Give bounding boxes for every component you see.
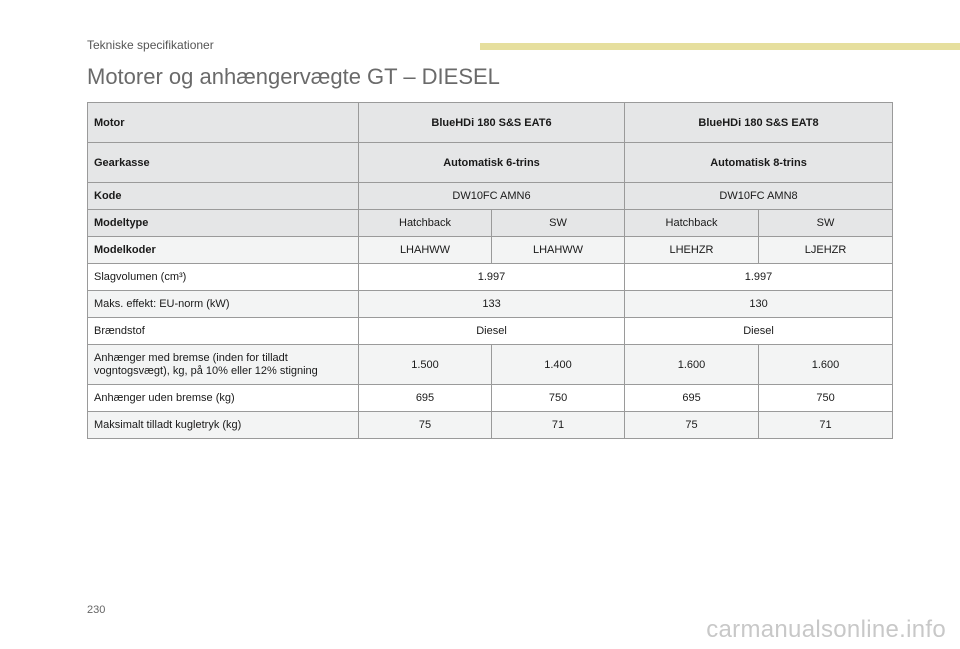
table-cell: 1.600 xyxy=(759,345,893,385)
table-row-modelkoder xyxy=(88,237,893,264)
row-label: Motor xyxy=(88,103,359,143)
row-label: Modeltype xyxy=(88,210,359,237)
table-cell: 75 xyxy=(359,412,492,439)
table-cell: Diesel xyxy=(359,318,625,345)
row-label: Anhænger uden bremse (kg) xyxy=(88,385,359,412)
table-row-effekt xyxy=(88,291,893,318)
row-label: Modelkoder xyxy=(88,237,359,264)
header-accent-bar xyxy=(480,43,960,50)
table-row-kugletryk xyxy=(88,412,893,439)
table-cell: 750 xyxy=(492,385,625,412)
table-cell: Hatchback xyxy=(625,210,759,237)
row-label: Gearkasse xyxy=(88,143,359,183)
row-label: Kode xyxy=(88,183,359,210)
table-cell: BlueHDi 180 S&S EAT8 xyxy=(625,103,893,143)
row-label xyxy=(88,345,359,385)
row-label: Maks. effekt: EU-norm (kW) xyxy=(88,291,359,318)
table-cell: 1.997 xyxy=(625,264,893,291)
table-cell: 695 xyxy=(359,385,492,412)
table-cell: 130 xyxy=(625,291,893,318)
page-title: Motorer og anhængervægte GT – DIESEL xyxy=(87,64,500,89)
table-row-motor xyxy=(88,103,893,143)
table-row-modeltype xyxy=(88,210,893,237)
table-cell: 1.997 xyxy=(359,264,625,291)
table-cell: 695 xyxy=(625,385,759,412)
table-cell: 1.600 xyxy=(625,345,759,385)
table-cell: LJEHZR xyxy=(759,237,893,264)
table-cell: DW10FC AMN8 xyxy=(625,183,893,210)
watermark: carmanualsonline.info xyxy=(706,616,946,643)
row-label-line: Anhænger med bremse (inden for tilladt xyxy=(94,351,288,364)
table-cell: DW10FC AMN6 xyxy=(359,183,625,210)
section-title: Tekniske specifikationer xyxy=(87,38,214,52)
table-cell: 1.400 xyxy=(492,345,625,385)
row-label: Slagvolumen (cm³) xyxy=(88,264,359,291)
table-cell: Automatisk 6-trins xyxy=(359,143,625,183)
table-cell: 1.500 xyxy=(359,345,492,385)
table-row-kode xyxy=(88,183,893,210)
table-cell: 75 xyxy=(625,412,759,439)
table-cell: LHEHZR xyxy=(625,237,759,264)
table-cell: Automatisk 8-trins xyxy=(625,143,893,183)
table-cell: Diesel xyxy=(625,318,893,345)
table-cell: LHAHWW xyxy=(359,237,492,264)
row-label-line: vogntogsvægt), kg, på 10% eller 12% stigning xyxy=(94,364,318,377)
table-row-anhaenger-med-bremse xyxy=(88,345,893,385)
table-cell: 133 xyxy=(359,291,625,318)
table-row-gearkasse xyxy=(88,143,893,183)
row-label: Brændstof xyxy=(88,318,359,345)
table-row-braendstof xyxy=(88,318,893,345)
table-cell: 750 xyxy=(759,385,893,412)
table-cell: Hatchback xyxy=(359,210,492,237)
table-cell: LHAHWW xyxy=(492,237,625,264)
table-cell: SW xyxy=(759,210,893,237)
table-cell: SW xyxy=(492,210,625,237)
table-cell: 71 xyxy=(492,412,625,439)
table-row-anhaenger-uden-bremse xyxy=(88,385,893,412)
page-number: 230 xyxy=(87,604,106,616)
table-cell: BlueHDi 180 S&S EAT6 xyxy=(359,103,625,143)
specifications-table xyxy=(87,102,893,439)
table-cell: 71 xyxy=(759,412,893,439)
row-label: Maksimalt tilladt kugletryk (kg) xyxy=(88,412,359,439)
table-row-slagvolumen xyxy=(88,264,893,291)
